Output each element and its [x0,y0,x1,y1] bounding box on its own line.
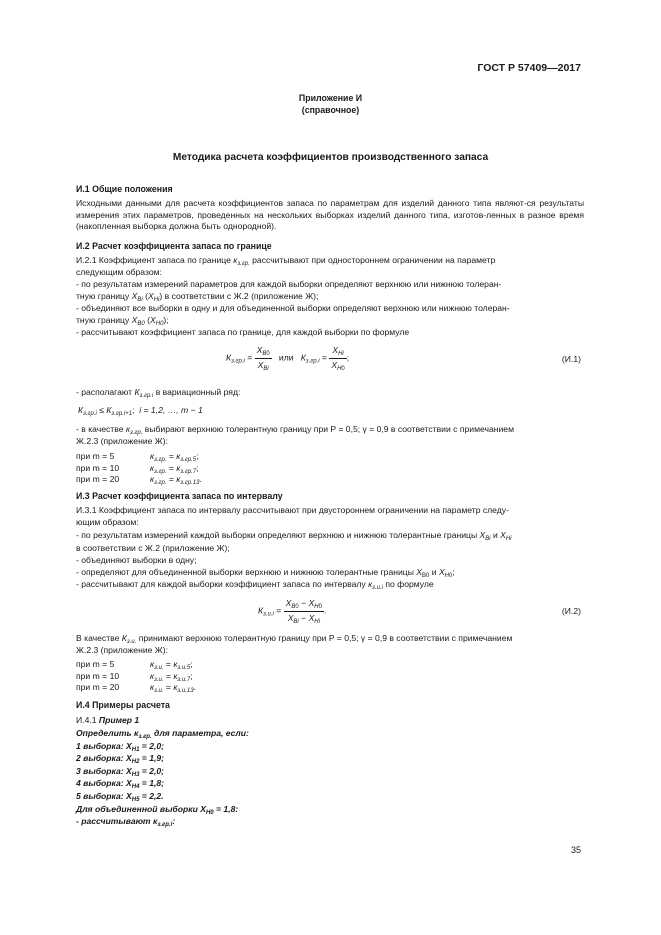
example-line: Определить $к_{з.гр.}$ для параметра, если: [76,728,249,740]
series-range: i = 1,2, …, m − 1 [139,405,203,415]
s2-bullet-2b: тную границу $X_{B0}$ $(X_{H0})$; [76,315,169,327]
s3-row-value: $к_{з.и.} = к_{з.и.13}$. [150,682,196,695]
s2-row-value: $к_{з.гр.} = к_{з.гр.5}$; [150,451,199,463]
section-2-heading: И.2 Расчет коэффициента запаса по границе [76,241,272,251]
s3-bullet-1a: - по результатам измерений каждой выборки определяют верхнюю и нижнюю толерантные границы $X_{Bi}$ и $X_{Hi}$ [76,530,512,542]
variation-series: $К_{з.гр.i} \le К_{з.гр.i+1}$; i = 1,2, …, m − 1 [78,405,203,417]
s3-row-label: при m = 20 [76,682,120,693]
section-1-heading: И.1 Общие положения [76,184,173,194]
s2-bullet-1a: - по результатам измерений параметров для каждой выборки определяют верхнюю или нижнюю толеран- [76,279,502,289]
s2-bullet-5c: Ж.2.3 (приложение Ж): [76,436,168,446]
section-3-heading: И.3 Расчет коэффициента запаса по интервалу [76,491,283,501]
formula-2: $К_{з.и.i}$ = $\frac{X_{B0} - X_{H0}}{X_{Bi} - X_{Hi}}$ . [258,598,327,625]
formula-or: или [278,352,294,363]
s3-b4-text: - рассчитывают для каждой выборки коэффициент запаса по интервалу [76,579,366,589]
s3-b1a-text: - по результатам измерений каждой выборки определяют верхнюю и нижнюю толерантные границы [76,530,478,540]
s3-row-label: при m = 5 [76,659,115,669]
page-title: Методика расчета коэффициентов производственного запаса [172,152,489,163]
s2-b4b-text: в вариационный ряд: [155,387,241,397]
s2-row-value: $к_{з.гр.} = к_{з.гр.13}$. [150,474,202,487]
k-symbol: к [233,255,238,265]
s2-bullet-5: - в качестве $к_{з.гр.}$ выбирают верхнюю толерантную границу при P = 0,5; γ = 0,9 в соответствии с примечанием [76,424,514,436]
s2-b2b-text: тную границу [76,315,130,325]
example-line: - рассчитывают $к_{з.гр.i}$: [76,816,176,829]
s3-para-2c: Ж.2.3 (приложение Ж): [76,645,168,655]
section-1-text: Исходными данными для расчета коэффициентов запаса по параметрам для изделий данного типа являют-ся результаты измерения этих параметров, проведенных на нескольких выборках изделий данного типа, изготов-ленных в разное время (накопленная выборка должна быть однородной). [76,198,584,232]
example-line: 5 выборка: $X_{H5} = 2,2$. [76,791,164,803]
s2-para-1 [76,255,584,267]
s2-bullet-2a: - объединяют все выборки в одну и для объединенной выборки определяют верхнюю или нижнюю толеран- [76,303,510,313]
example-line: 2 выборка: $X_{H2} = 1,9$; [76,753,165,766]
s2-p1-text: И.2.1 Коэффициент запаса по границе [76,255,231,265]
example-line: Для объединенной выборки $X_{H0} = 1,8$: [76,803,239,816]
s2-b1c-text: в соответствии с Ж.2 (приложение Ж); [164,291,319,301]
s3-para-1a: И.3.1 Коэффициент запаса по интервалу рассчитывают при двустороннем ограничении на параметр следу- [76,505,509,515]
k-sub: з.гр. [237,261,250,267]
s3-bullet-2: - объединяют выборки в одну; [76,555,197,565]
document-id: ГОСТ Р 57409—2017 [477,62,581,74]
example-line: 1 выборка: $X_{H1} = 2,0$; [76,740,165,753]
s3-para-1b: ющим образом: [76,517,139,527]
s3-b3-text: - определяют для объединенной выборки верхнюю и нижнюю толерантные границы [76,567,414,577]
s3-b4b-text: по формуле [385,579,434,589]
s3-bullet-4: - рассчитывают для каждой выборки коэффициент запаса по интервалу $к_{з.и.i}$ по формуле [76,579,434,591]
s3-para-2: В качестве $К_{з.и.}$ принимают верхнюю толерантную границу при P = 0,5; γ = 0,9 в соответствии с примечанием [76,633,513,645]
s2-b4-text: - располагают [76,387,133,397]
s2-b5b-text: выбирают верхнюю толерантную границу при P = 0,5; γ = 0,9 в соответствии с примечанием [144,424,514,434]
s2-row-label: при m = 5 [76,451,115,461]
example-title: Пример 1 [98,715,140,725]
s3-row-value: $к_{з.и.} = к_{з.и.7}$; [150,670,193,683]
s3-p2a-text: В качестве [76,633,120,643]
s2-row-label: при m = 20 [76,474,120,485]
page-number: 35 [570,845,581,855]
formula-2-number: (И.2) [561,606,581,616]
example-heading [76,715,139,727]
s2-bullet-4: - располагают $К_{з.гр.i}$ в вариационный ряд: [76,387,241,399]
example-line: 4 выборка: $X_{H4} = 1,8$; [76,778,165,791]
s2-para-1c: следующим образом: [76,267,162,277]
appendix-kind: (справочное) [301,105,360,115]
example-line: 3 выборка: $X_{H3} = 2,0$; [76,765,165,778]
section-4-heading: И.4 Примеры расчета [76,700,170,710]
s3-bullet-3: - определяют для объединенной выборки верхнюю и нижнюю толерантные границы $X_{B0}$ и $X_{H0}$; [76,567,455,579]
s2-row-label: при m = 10 [76,462,120,473]
s2-bullet-1b: тную границу $X_{Bi}$ $(X_{Hi})$ в соответствии с Ж.2 (приложение Ж); [76,291,319,303]
s2-b5a-text: - в качестве [76,424,124,434]
formula-1-number: (И.1) [561,354,581,364]
appendix-name: Приложение И [298,93,363,103]
s2-b1b-text: тную границу [76,291,130,301]
s3-row-label: при m = 10 [76,670,120,681]
s3-p2b-text: принимают верхнюю толерантную границу при P = 0,5; γ = 0,9 в соответствии с примечанием [138,633,513,643]
s3-row-value: $к_{з.и.} = к_{з.и.5}$; [150,659,193,671]
s2-row-value: $к_{з.гр.} = к_{з.гр.7}$; [150,462,199,475]
example-number: И.4.1 [76,715,97,725]
s2-bullet-3: - рассчитывают коэффициент запаса по границе, для каждой выборки по формуле [76,327,410,337]
s2-p1-text-b: рассчитывают при одностороннем ограничении на параметр [252,255,496,265]
s3-bullet-1b: в соответствии с Ж.2 (приложение Ж); [76,543,230,553]
formula-1: $К_{з.гр.i}$ = $\frac{X_{B0}}{X_{Bi}}$ или $К_{з.гр.i}$ = $\frac{X_{Hi}}{X_{H0}}$ ; [226,345,350,372]
